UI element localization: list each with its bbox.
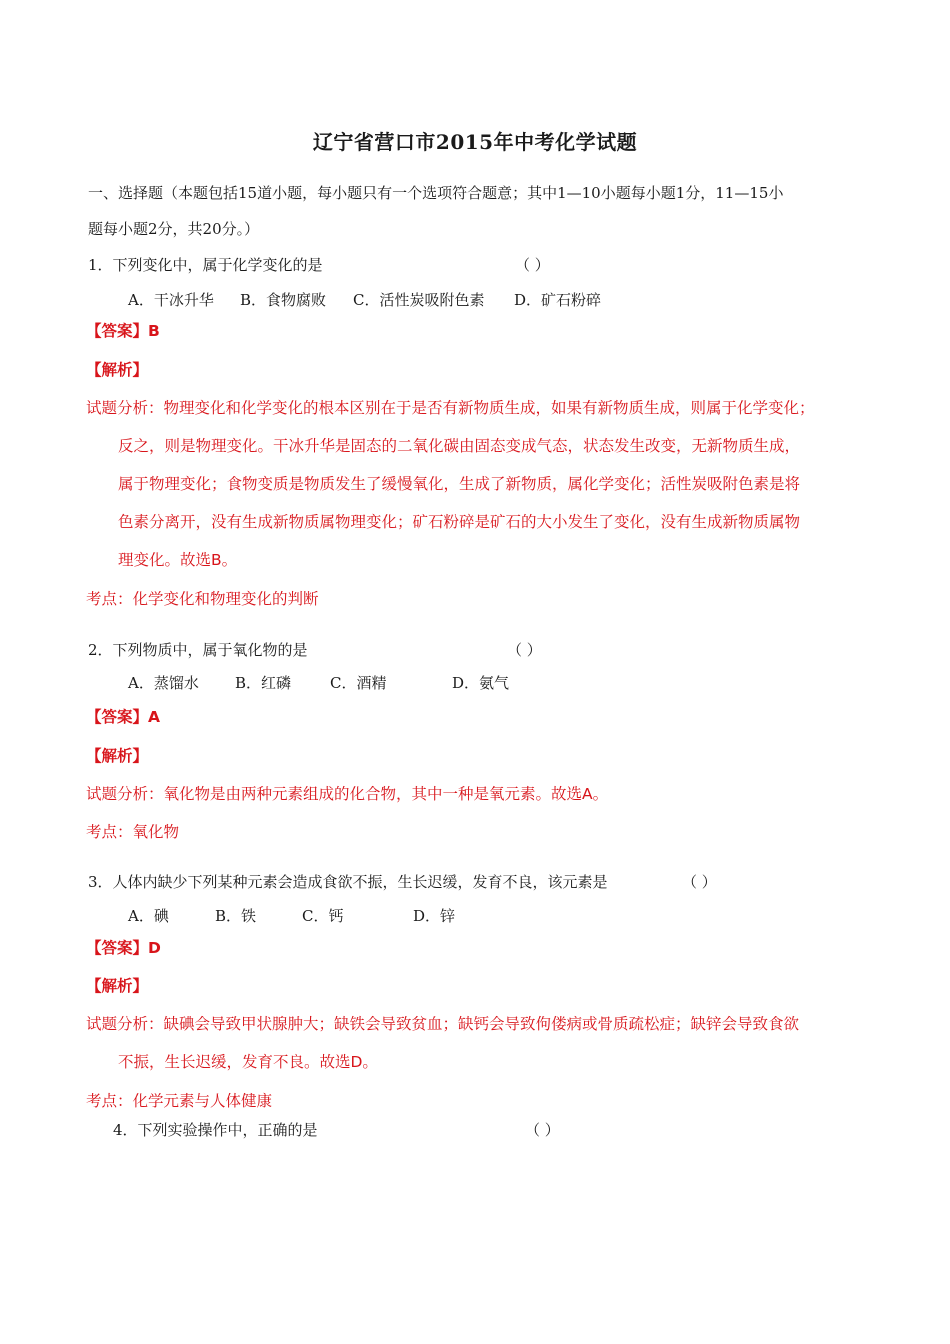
question-3-option-d: D．锌: [413, 907, 456, 925]
question-2-option-b: B．红磷: [235, 674, 292, 692]
question-2-analysis-line: 试题分析：氧化物是由两种元素组成的化合物，其中一种是氧元素。故选A。: [86, 785, 609, 803]
question-1-option-b: B．食物腐败: [240, 291, 327, 309]
page-title: 辽宁省营口市2015年中考化学试题: [312, 130, 638, 154]
question-1-option-c: C．活性炭吸附色素: [353, 291, 485, 309]
question-2-blank: （ ）: [507, 641, 542, 659]
question-3-answer: 【答案】D: [86, 939, 161, 957]
question-3-analysis-line: 不振，生长迟缓，发育不良。故选D。: [118, 1053, 378, 1071]
question-4-blank: （ ）: [525, 1121, 560, 1139]
question-1-analysis-line: 属于物理变化；食物变质是物质发生了缓慢氧化，生成了新物质，属化学变化；活性炭吸附色素是将: [118, 475, 801, 493]
section-intro-line1: 一、选择题（本题包括15道小题，每小题只有一个选项符合题意；其中1—10小题每小题1分，11—15小: [88, 184, 784, 202]
question-1-analysis-label: 【解析】: [86, 361, 149, 379]
question-1-answer: 【答案】B: [86, 322, 160, 340]
question-2-analysis-label: 【解析】: [86, 747, 149, 765]
question-3-option-b: B．铁: [215, 907, 257, 925]
question-3-kaodian: 考点：化学元素与人体健康: [86, 1092, 273, 1110]
question-1-stem: 1．下列变化中，属于化学变化的是: [88, 256, 323, 274]
question-2-option-a: A．蒸馏水: [128, 674, 199, 692]
question-2-kaodian: 考点：氧化物: [86, 823, 180, 841]
question-4-stem: 4．下列实验操作中，正确的是: [113, 1121, 318, 1139]
question-2-stem: 2．下列物质中，属于氧化物的是: [88, 641, 308, 659]
question-1-blank: （ ）: [515, 256, 550, 274]
question-3-option-a: A．碘: [128, 907, 169, 925]
question-2-answer: 【答案】A: [86, 708, 160, 726]
question-1-kaodian: 考点：化学变化和物理变化的判断: [86, 590, 319, 608]
question-3-analysis-label: 【解析】: [86, 977, 149, 995]
question-2-option-d: D．氨气: [452, 674, 510, 692]
question-1-analysis-line: 试题分析：物理变化和化学变化的根本区别在于是否有新物质生成，如果有新物质生成，则属于化学变化；: [86, 399, 815, 417]
question-3-stem: 3．人体内缺少下列某种元素会造成食欲不振，生长迟缓，发育不良，该元素是: [88, 873, 608, 891]
question-1-analysis-line: 理变化。故选B。: [118, 551, 238, 569]
section-intro-line2: 题每小题2分，共20分。）: [88, 220, 260, 238]
question-2-option-c: C．酒精: [330, 674, 387, 692]
question-3-blank: （ ）: [682, 873, 717, 891]
question-1-analysis-line: 色素分离开，没有生成新物质属物理变化；矿石粉碎是矿石的大小发生了变化，没有生成新物质属物: [118, 513, 801, 531]
question-1-option-d: D．矿石粉碎: [514, 291, 602, 309]
question-1-option-a: A．干冰升华: [128, 291, 214, 309]
question-3-analysis-line: 试题分析：缺碘会导致甲状腺肿大；缺铁会导致贫血；缺钙会导致佝偻病或骨质疏松症；缺锌会导致食欲: [86, 1015, 800, 1033]
question-1-analysis-line: 反之，则是物理变化。干冰升华是固态的二氧化碳由固态变成气态，状态发生改变，无新物质生成，: [118, 437, 801, 455]
question-3-option-c: C．钙: [302, 907, 344, 925]
